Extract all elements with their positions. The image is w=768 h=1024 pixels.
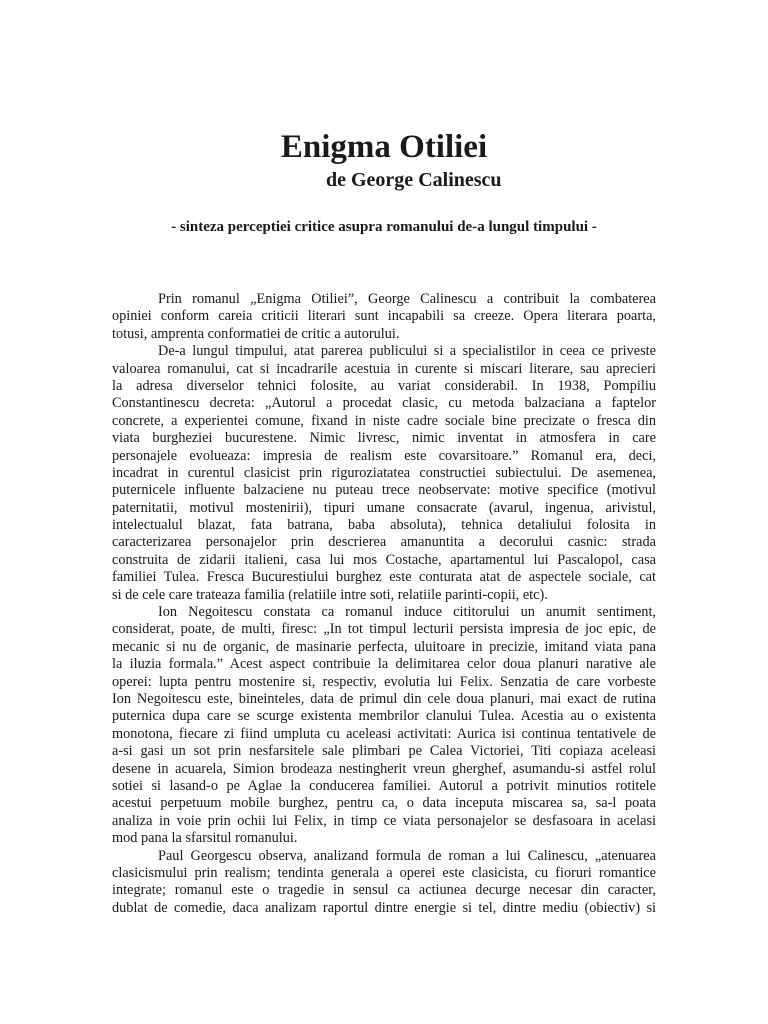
text-line: considerat, poate, de multi, firesc: „In tot timpul lecturii persista impresia de joc epic, de	[112, 621, 656, 638]
text-line: desene in acuarela, Simion brodeaza nestingherit vreun gherghef, asumandu-si astfel rolul	[112, 760, 656, 777]
text-line: monotona, fiecare zi fiind umpluta cu aceleasi activitati: Aurica isi continua tentativele de	[112, 725, 656, 742]
text-line: acestui perpetuum mobile burghez, pentru ca, o data inceputa miscarea sa, sa-l poata	[112, 795, 656, 812]
text-line: familiei Tulea. Fresca Bucurestiului burghez este conturata atat de aspectele sociale, cat	[112, 569, 656, 586]
document-subtitle: - sinteza perceptiei critice asupra romanului de-a lungul timpului -	[171, 219, 597, 235]
text-line: a-si gasi un sot prin nesfarsitele sale plimbari pe Calea Victoriei, Titi copiaza aceleasi	[112, 743, 656, 760]
text-line: intelectualul blazat, fata batrana, baba absoluta), tehnica detaliului folosita in	[112, 517, 656, 534]
text-line: integrate; romanul este o tragedie in sensul ca actiunea decurge necesar din caracter,	[112, 882, 656, 899]
text-line: concrete, a experientei comune, fixand in niste cadre sociale bine precizate o fresca din	[112, 412, 656, 429]
text-line: Ion Negoitescu este, bineinteles, data de primul din cele doua planuri, mai exact de rutina	[112, 690, 656, 707]
text-line: caracterizarea personajelor prin descrierea amanuntita a decorului casnic: strada	[112, 534, 656, 551]
text-line: Ion Negoitescu constata ca romanul induce cititorului un anumit sentiment,	[158, 604, 656, 621]
document-title: Enigma Otiliei	[280, 129, 488, 165]
text-line: incadrat in curentul clasicist prin riguroziatatea constructiei subiectului. De asemenea,	[112, 464, 656, 481]
text-line: paternitatii, motivul mostenirii), tipuri umane consacrate (avarul, ingenua, arivistul,	[112, 499, 656, 516]
text-line: analiza in voie prin ochii lui Felix, in timp ce viata personajelor se desfasoara in acelasi	[112, 812, 656, 829]
text-line: Paul Georgescu observa, analizand formula de roman a lui Calinescu, „atenuarea	[158, 847, 656, 864]
text-line: viata burgheziei bucurestene. Nimic livresc, nimic inventat in atmosfera in care	[112, 430, 656, 447]
text-line: personajele evolueaza: impresia de realism este covarsitoare.” Romanul era, deci,	[112, 447, 656, 464]
text-line: Constantinescu decreta: „Autorul a procedat clasic, cu metoda balzaciana a faptelor	[112, 395, 656, 412]
text-line: operei: lupta pentru mostenire si, respectiv, evolutia lui Felix. Senzatia de care vorbeste	[112, 673, 656, 690]
document-author: de George Calinescu	[326, 169, 502, 191]
text-line: totusi, amprenta conformatiei de critic a autorului.	[112, 325, 400, 342]
text-line: si de cele care trateaza familia (relatiile intre soti, relatiile parinti-copii, etc).	[112, 586, 548, 603]
text-line: construita de zidarii italieni, casa lui mos Costache, apartamentul lui Pascalopol, casa	[112, 551, 656, 568]
text-line: mecanic si nu de organic, de masinarie perfecta, uluitoare in precizie, imitand viata pana	[112, 638, 656, 655]
text-line: clasicismului prin realism; tendinta generala a operei este clasicista, cu fioruri romantice	[112, 864, 656, 881]
document-body	[112, 291, 656, 917]
text-line: la adresa diverselor tehnici folosite, au variat considerabil. In 1938, Pompiliu	[112, 377, 656, 394]
text-line: De-a lungul timpului, atat parerea publicului si a specialistilor in ceea ce priveste	[158, 343, 656, 360]
text-line: sotiei si lasand-o pe Aglae la conducerea familiei. Autorul a potrivit minutios rotitele	[112, 777, 656, 794]
text-line: puternica dupa care se scurge existenta membrilor clanului Tulea. Acestia au o existenta	[112, 708, 656, 725]
text-line: opiniei conform careia criticii literari sunt incapabili sa creeze. Opera literara poarta,	[112, 308, 656, 325]
text-line: la iluzia formala.” Acest aspect contribuie la delimitarea celor doua planuri narative ale	[112, 656, 656, 673]
text-line: dublat de comedie, daca analizam raportul dintre energie si tel, dintre mediu (obiectiv) si	[112, 899, 656, 916]
text-line: valoarea romanului, cat si incadrarile acestuia in curente si miscari literare, sau aprecieri	[112, 360, 656, 377]
text-line: Prin romanul „Enigma Otiliei”, George Calinescu a contribuit la combaterea	[158, 291, 656, 307]
text-line: puternicele influente balzaciene nu puteau trece neobservate: motive specifice (motivul	[112, 482, 656, 499]
text-line: mod pana la sfarsitul romanului.	[112, 830, 298, 847]
